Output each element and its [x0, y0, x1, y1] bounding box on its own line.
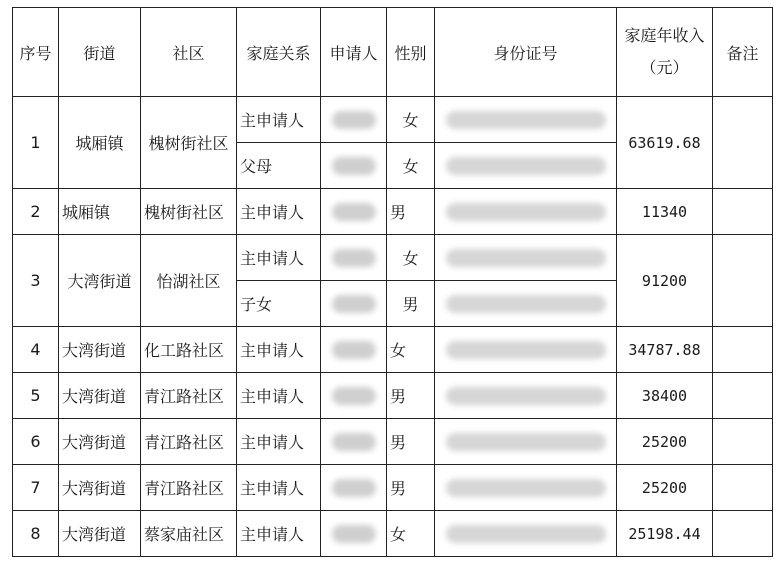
cell-gender: 女 [387, 327, 435, 373]
cell-relation: 主申请人 [237, 419, 321, 465]
header-seq: 序号 [13, 8, 59, 97]
cell-id-redacted [435, 143, 617, 189]
cell-id-redacted [435, 235, 617, 281]
redacted-id-number [446, 249, 606, 267]
cell-id-redacted [435, 373, 617, 419]
redacted-name [332, 295, 376, 313]
cell-seq: 3 [13, 235, 59, 327]
cell-gender: 女 [387, 97, 435, 143]
cell-id-redacted [435, 97, 617, 143]
cell-relation: 主申请人 [237, 97, 321, 143]
redacted-id-number [446, 341, 606, 359]
cell-applicant-redacted [321, 97, 387, 143]
cell-applicant-redacted [321, 143, 387, 189]
cell-id-redacted [435, 327, 617, 373]
cell-gender: 女 [387, 143, 435, 189]
cell-street: 大湾街道 [59, 373, 141, 419]
cell-seq: 5 [13, 373, 59, 419]
cell-gender: 男 [387, 189, 435, 235]
cell-street: 城厢镇 [59, 189, 141, 235]
redacted-name [332, 525, 376, 543]
header-id-number: 身份证号 [435, 8, 617, 97]
cell-street: 大湾街道 [59, 419, 141, 465]
cell-seq: 4 [13, 327, 59, 373]
cell-community: 槐树街社区 [141, 189, 237, 235]
cell-income: 38400 [617, 373, 713, 419]
cell-applicant-redacted [321, 327, 387, 373]
cell-id-redacted [435, 465, 617, 511]
table-row [13, 465, 773, 511]
cell-income: 25200 [617, 419, 713, 465]
cell-relation: 主申请人 [237, 189, 321, 235]
cell-applicant-redacted [321, 235, 387, 281]
cell-remark [713, 327, 773, 373]
cell-applicant-redacted [321, 419, 387, 465]
table-row [13, 97, 773, 143]
cell-id-redacted [435, 511, 617, 557]
header-applicant: 申请人 [321, 8, 387, 97]
cell-community: 青江路社区 [141, 419, 237, 465]
redacted-name [332, 203, 376, 221]
redacted-name [332, 249, 376, 267]
cell-income: 34787.88 [617, 327, 713, 373]
redacted-name [332, 157, 376, 175]
cell-relation: 主申请人 [237, 235, 321, 281]
cell-income: 25200 [617, 465, 713, 511]
cell-remark [713, 511, 773, 557]
header-street: 街道 [59, 8, 141, 97]
cell-relation: 主申请人 [237, 327, 321, 373]
cell-applicant-redacted [321, 189, 387, 235]
cell-gender: 男 [387, 465, 435, 511]
cell-remark [713, 373, 773, 419]
redacted-id-number [446, 295, 606, 313]
cell-community: 青江路社区 [141, 465, 237, 511]
redacted-id-number [446, 387, 606, 405]
redacted-name [332, 341, 376, 359]
cell-seq: 7 [13, 465, 59, 511]
cell-relation: 主申请人 [237, 511, 321, 557]
cell-income: 91200 [617, 235, 713, 327]
cell-community: 怡湖社区 [141, 235, 237, 327]
cell-id-redacted [435, 281, 617, 327]
cell-seq: 2 [13, 189, 59, 235]
cell-gender: 女 [387, 511, 435, 557]
cell-street: 城厢镇 [59, 97, 141, 189]
header-community: 社区 [141, 8, 237, 97]
header-row [13, 8, 773, 97]
table-row [13, 189, 773, 235]
redacted-name [332, 479, 376, 497]
cell-relation: 子女 [237, 281, 321, 327]
cell-gender: 男 [387, 419, 435, 465]
redacted-id-number [446, 203, 606, 221]
redacted-id-number [446, 111, 606, 129]
table-row [13, 373, 773, 419]
cell-remark [713, 189, 773, 235]
cell-income: 25198.44 [617, 511, 713, 557]
cell-id-redacted [435, 189, 617, 235]
cell-applicant-redacted [321, 511, 387, 557]
cell-remark [713, 235, 773, 327]
header-income: 家庭年收入（元） [617, 8, 713, 97]
redacted-id-number [446, 433, 606, 451]
cell-remark [713, 465, 773, 511]
table-body [13, 97, 773, 557]
header-remark: 备注 [713, 8, 773, 97]
cell-street: 大湾街道 [59, 465, 141, 511]
redacted-id-number [446, 525, 606, 543]
redacted-id-number [446, 479, 606, 497]
header-relation: 家庭关系 [237, 8, 321, 97]
cell-community: 槐树街社区 [141, 97, 237, 189]
table-row [13, 511, 773, 557]
redacted-name [332, 111, 376, 129]
cell-gender: 女 [387, 235, 435, 281]
redacted-name [332, 387, 376, 405]
redacted-id-number [446, 157, 606, 175]
cell-gender: 男 [387, 373, 435, 419]
cell-community: 蔡家庙社区 [141, 511, 237, 557]
cell-street: 大湾街道 [59, 511, 141, 557]
cell-applicant-redacted [321, 373, 387, 419]
cell-relation: 父母 [237, 143, 321, 189]
cell-relation: 主申请人 [237, 465, 321, 511]
table-row [13, 327, 773, 373]
cell-gender: 男 [387, 281, 435, 327]
cell-income: 11340 [617, 189, 713, 235]
cell-community: 青江路社区 [141, 373, 237, 419]
redacted-name [332, 433, 376, 451]
cell-seq: 6 [13, 419, 59, 465]
cell-applicant-redacted [321, 281, 387, 327]
cell-remark [713, 97, 773, 189]
cell-relation: 主申请人 [237, 373, 321, 419]
cell-community: 化工路社区 [141, 327, 237, 373]
cell-remark [713, 419, 773, 465]
table-row [13, 235, 773, 281]
cell-seq: 1 [13, 97, 59, 189]
cell-street: 大湾街道 [59, 327, 141, 373]
header-gender: 性别 [387, 8, 435, 97]
cell-applicant-redacted [321, 465, 387, 511]
cell-street: 大湾街道 [59, 235, 141, 327]
cell-seq: 8 [13, 511, 59, 557]
applicant-table [12, 7, 773, 557]
cell-income: 63619.68 [617, 97, 713, 189]
table-row [13, 419, 773, 465]
cell-id-redacted [435, 419, 617, 465]
